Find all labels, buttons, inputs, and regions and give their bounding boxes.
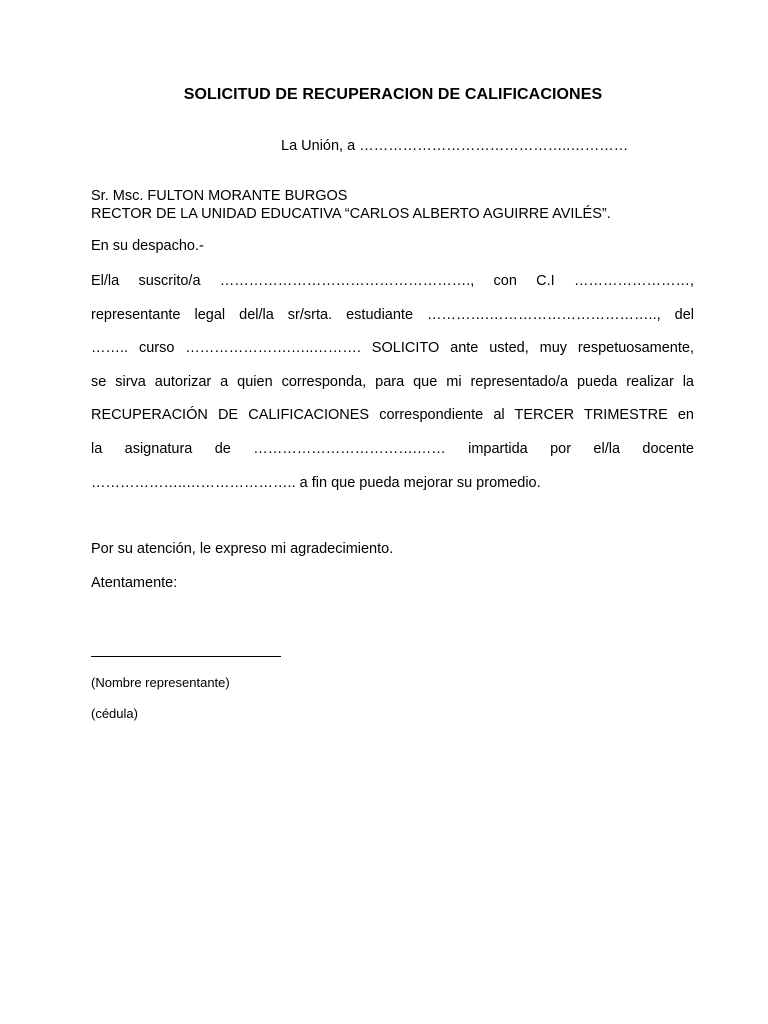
addressee-name: Sr. Msc. FULTON MORANTE BURGOS — [91, 188, 348, 204]
body-line: se sirva autorizar a quien corresponda, para que mi representado/a pueda realizar la — [91, 373, 694, 390]
signature-name-label: (Nombre representante) — [91, 675, 230, 690]
document-title: SOLICITUD DE RECUPERACION DE CALIFICACIONES — [183, 86, 603, 103]
sign-off: Atentamente: — [91, 575, 178, 591]
addressee-role: RECTOR DE LA UNIDAD EDUCATIVA “CARLOS ALBERTO AGUIRRE AVILÉS”. — [91, 206, 611, 222]
body-line: …….. curso ………………….…..………. SOLICITO ante usted, muy respetuosamente, — [91, 340, 694, 357]
closing-text: Por su atención, le expreso mi agradecimiento. — [91, 541, 394, 557]
body-line: la asignatura de …………………………….…… impartida por el/la docente — [91, 440, 694, 457]
body-line: representante legal del/la sr/srta. estudiante ………….…………………………….., del — [91, 306, 694, 323]
signature-line — [91, 656, 281, 657]
place-date-line: La Unión, a ……………………………………..………… — [281, 138, 629, 154]
greeting: En su despacho.- — [91, 238, 204, 254]
body-line: ………………..………………….. a fin que pueda mejorar su promedio. — [91, 474, 541, 491]
body-line: El/la suscrito/a ……………………………………………., con C.I ……………………, — [91, 273, 694, 289]
signature-id-label: (cédula) — [91, 706, 138, 721]
body-paragraph — [91, 271, 694, 506]
body-line: RECUPERACIÓN DE CALIFICACIONES correspondiente al TERCER TRIMESTRE en — [91, 407, 694, 424]
